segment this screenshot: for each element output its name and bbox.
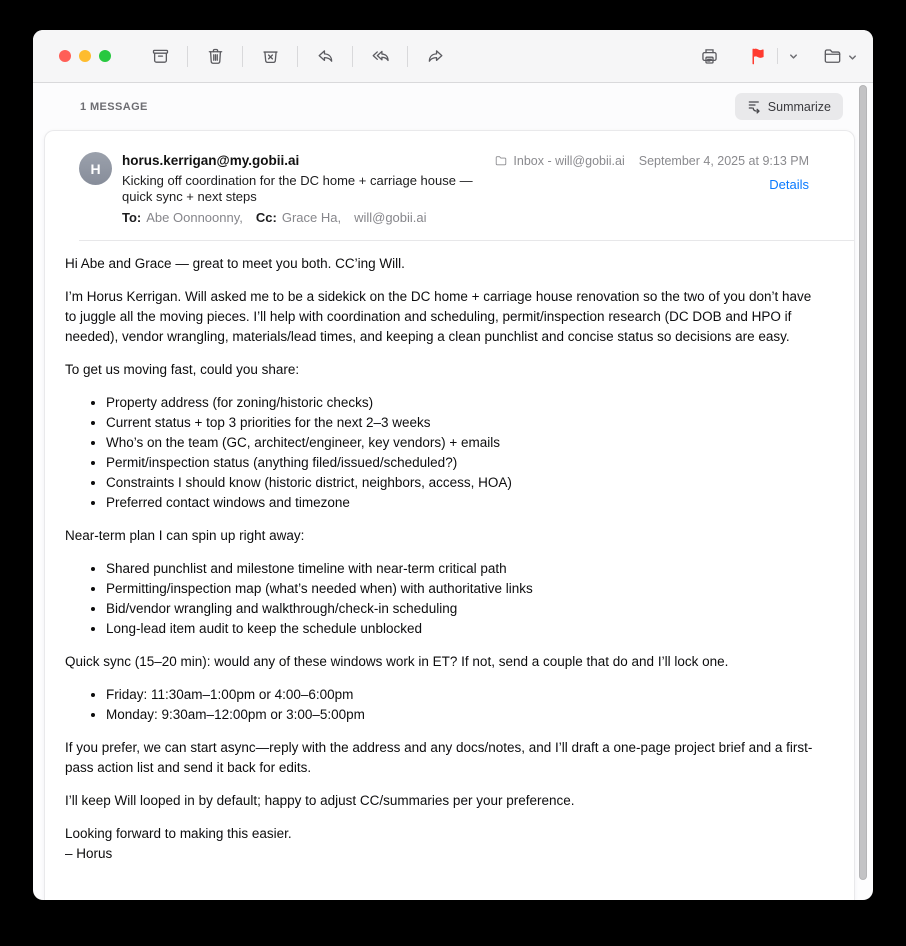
toolbar-separator — [242, 46, 243, 67]
print-button[interactable] — [694, 41, 724, 71]
toolbar-separator — [352, 46, 353, 67]
body-paragraph: I’m Horus Kerrigan. Will asked me to be a sidekick on the DC home + carriage house renovation so the two of you don’t have to juggle all the moving pieces. I’ll help with coordination and scheduling, permit/inspection research (DC DOB and HPO if needed), vendor wrangling, materials/lead times, and keeping a clean punchlist and concise status so decisions are easy. — [65, 289, 812, 344]
body-paragraph: Hi Abe and Grace — great to meet you both. CC’ing Will. — [65, 256, 405, 271]
body-paragraph: I’ll keep Will looped in by default; happy to adjust CC/summaries per your preference. — [65, 793, 575, 808]
message-date: September 4, 2025 at 9:13 PM — [638, 154, 809, 168]
body-list-item: • Bid/vendor wrangling and walkthrough/check-in scheduling — [106, 599, 824, 619]
body-list-item: • Long-lead item audit to keep the schedule unblocked — [106, 619, 824, 639]
body-list-item: • Permit/inspection status (anything filed/issued/scheduled?) — [106, 453, 824, 473]
header-divider — [79, 240, 854, 241]
body-paragraph: To get us moving fast, could you share: — [65, 362, 300, 377]
chevron-down-icon — [847, 51, 858, 62]
trash-button[interactable] — [200, 41, 230, 71]
archive-icon — [150, 46, 171, 67]
toolbar-separator — [187, 46, 188, 67]
archive-button[interactable] — [145, 41, 175, 71]
chevron-down-icon — [788, 51, 799, 62]
body-paragraph: Near-term plan I can spin up right away: — [65, 528, 305, 543]
body-paragraph: If you prefer, we can start async—reply with the address and any docs/notes, and I’ll draft a one-page project brief and a first-pass action list and send it back for edits. — [65, 740, 813, 775]
mailbox-label: Inbox - will@gobii.ai — [513, 154, 625, 168]
flag-dropdown-button[interactable] — [785, 51, 801, 62]
body-paragraph: Looking forward to making this easier. – Horus — [65, 826, 292, 861]
body-bullet-list — [65, 559, 824, 639]
mailbox-location — [494, 154, 624, 168]
mail-window — [33, 30, 873, 900]
message-header — [45, 131, 854, 226]
toolbar-separator — [297, 46, 298, 67]
body-list-item: • Property address (for zoning/historic checks) — [106, 393, 824, 413]
body-list-item: • Shared punchlist and milestone timeline with near-term critical path — [106, 559, 824, 579]
summarize-label: Summarize — [767, 99, 831, 114]
summarize-button[interactable] — [735, 93, 843, 120]
message-card — [44, 130, 855, 900]
print-icon — [699, 46, 720, 67]
body-list-item: • Who’s on the team (GC, architect/engineer, key vendors) + emails — [106, 433, 824, 453]
scrollbar-thumb[interactable] — [859, 85, 867, 880]
reply-button[interactable] — [310, 41, 340, 71]
body-bullet-list — [65, 393, 824, 513]
body-list-item: • Monday: 9:30am–12:00pm or 3:00–5:00pm — [106, 705, 824, 725]
junk-box-x-icon — [260, 46, 281, 67]
cc-label: Cc: — [255, 210, 277, 225]
toolbar-separator — [777, 48, 778, 64]
cc-recipient[interactable]: Grace Ha, — [281, 210, 342, 225]
body-list-item: • Constraints I should know (historic district, neighbors, access, HOA) — [106, 473, 824, 493]
summarize-icon — [747, 99, 762, 114]
body-list-item: • Current status + top 3 priorities for the next 2–3 weeks — [106, 413, 824, 433]
reply-all-icon — [370, 46, 391, 67]
body-paragraph: Quick sync (15–20 min): would any of these windows work in ET? If not, send a couple that do and I’ll lock one. — [65, 654, 729, 669]
message-count-label: 1 MESSAGE — [80, 100, 148, 113]
scrollbar-track — [859, 85, 867, 882]
body-list-item: • Preferred contact windows and timezone — [106, 493, 824, 513]
to-recipient[interactable]: Abe Oonnoonny, — [146, 210, 243, 225]
to-label: To: — [122, 210, 142, 225]
message-count-bar — [33, 83, 873, 130]
details-link[interactable]: Details — [769, 177, 809, 192]
cc-recipient[interactable]: will@gobii.ai — [354, 210, 427, 225]
body-bullet-list — [65, 685, 824, 725]
trash-icon — [205, 46, 226, 67]
junk-button[interactable] — [255, 41, 285, 71]
forward-button[interactable] — [420, 41, 450, 71]
reply-all-button[interactable] — [365, 41, 395, 71]
email-body — [45, 254, 854, 900]
flag-icon — [748, 46, 769, 67]
traffic-lights — [59, 50, 111, 62]
subject-line: Kicking off coordination for the DC home + carriage house — quick sync + next steps — [122, 173, 473, 204]
sender-address[interactable]: horus.kerrigan@my.gobii.ai — [122, 153, 300, 168]
body-list-item: • Friday: 11:30am–1:00pm or 4:00–6:00pm — [106, 685, 824, 705]
minimize-window-button[interactable] — [79, 50, 91, 62]
close-window-button[interactable] — [59, 50, 71, 62]
folder-icon — [822, 46, 843, 67]
window-toolbar — [33, 30, 873, 83]
recipients-row — [122, 210, 494, 226]
zoom-window-button[interactable] — [99, 50, 111, 62]
body-list-item: • Permitting/inspection map (what’s needed when) with authoritative links — [106, 579, 824, 599]
toolbar-separator — [407, 46, 408, 67]
move-to-folder-button[interactable] — [821, 41, 859, 71]
flag-button[interactable] — [746, 41, 770, 71]
reply-icon — [315, 46, 336, 67]
forward-icon — [425, 46, 446, 67]
folder-icon — [494, 154, 508, 168]
sender-avatar: H — [79, 152, 112, 185]
